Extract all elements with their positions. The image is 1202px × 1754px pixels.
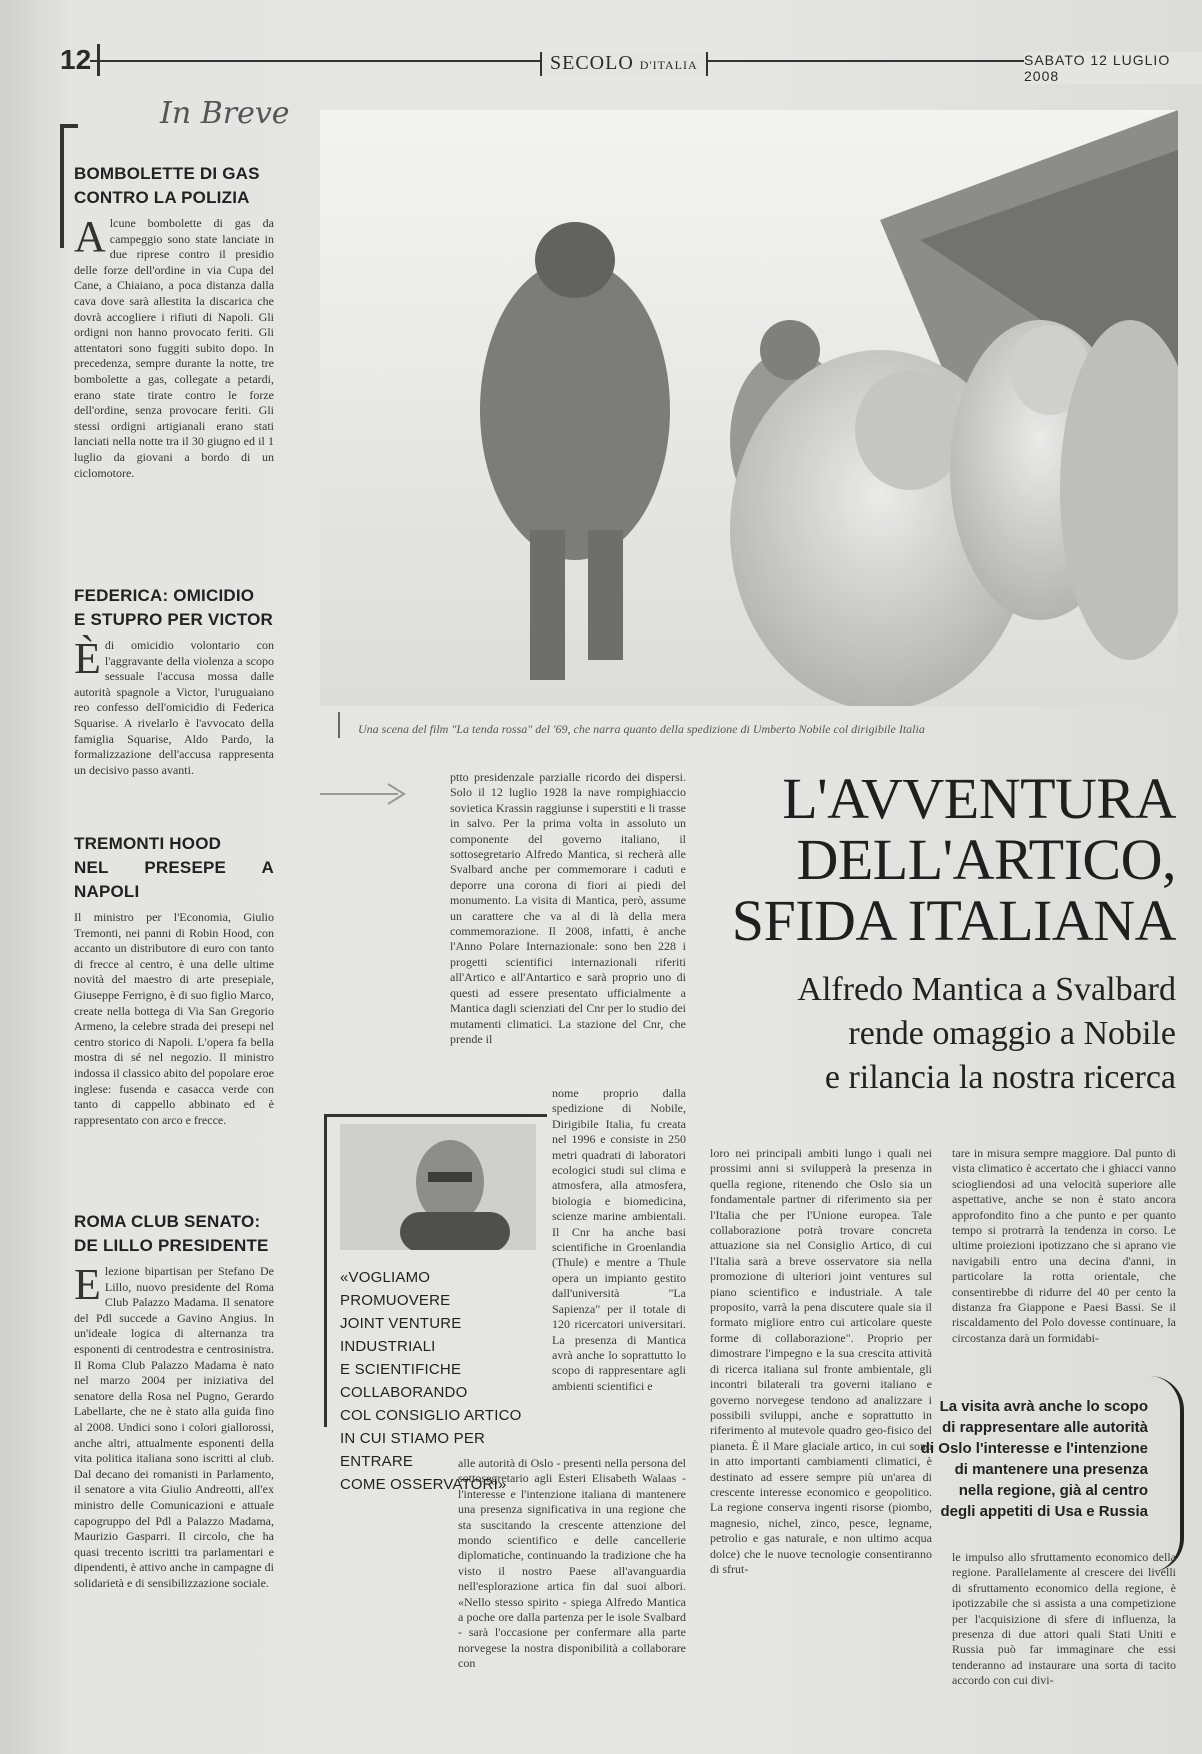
brief-text: lcune bombolette di gas da campeggio sono state lanciate in due riprese contro il presidio delle forze dell'ordine in via Cupa del Cane, a Chiaiano, a poca distanza dalla cava dove sarà allestita la discarica che dovrà accogliere i rifiuti di Napoli. Gli ordigni non hanno provocato feriti. Gli attentatori sono fuggiti subito dopo. In precedenza, sempre durante la notte, tre bombolette a gas, collegate a petardi, erano state tirate contro le forze dell'ordine, senza provocare feriti. Gli stessi ordigni artigianali erano stati lanciati nella notte tra il 30 giugno ed il 1 luglio da giovani a bordo di un ciclomotore. bbox=[74, 216, 274, 480]
headline-line: L'AVVENTURA bbox=[782, 766, 1176, 831]
issue-date: SABATO 12 LUGLIO 2008 bbox=[1024, 52, 1202, 84]
brief-title-line: NEL PRESEPE A NAPOLI bbox=[74, 858, 274, 901]
drop-cap: A bbox=[74, 212, 106, 261]
brief-title bbox=[74, 832, 274, 904]
article-photo bbox=[320, 110, 1178, 706]
brief-item-roma-club bbox=[74, 1210, 274, 1591]
brief-title bbox=[74, 1210, 274, 1258]
article-column-b: loro nei principali ambiti lungo i quali nei prossimi anni si svilupperà la presenza in quella regione, ritenendo che Oslo sia un fondamentale partner di riferimento sia per l'Italia che per l'Unione europea. Tale collaborazione potrà trovare concreta attuazione sia nel Consiglio Artico, di cui l'Italia sarà a breve osservatore sia nella promozione di ulteriori joint ventures sul piano scientifico e industriale. A tale proposito, varrà la pena discutere quale sia il formato migliore entro cui articolare queste forme di collaborazione". Proprio per dimostrare l'impegno e la sua crescita attività di ricerca italiana sul fronte ambientale, gli incontri bilaterali tra governi italiano e governo norvegese tendono ad analizzare i possibili sviluppi, anche e soprattutto in riferimento al mutevole quadro geo-fisico del pianeta. È il Mare glaciale artico, in cui sono in atto importanti cambiamenti climatici, è destinato ad essere sempre più un'area di crescente interesse economico e geopolitico. La regione conserva ingenti risorse (piombo, magnesio, nichel, zinco, pesce, legname, petrolio e gas naturale, e non ultimo acqua dolce) che le nuove tecnologie consentiranno di sfrut- bbox=[710, 1146, 932, 1576]
pull-line: di mantenere una presenza bbox=[954, 1461, 1148, 1478]
article-headline bbox=[690, 768, 1176, 951]
article-column-a-top: ptto presidenzale parzialle ricordo dei dispersi. Solo il 12 luglio 1928 la nave rompighiaccio sovietica Krassin raggiunse i superstiti e li trasse in salvo. Per la prima volta in assoluto un componente del governo italiano, il sottosegretario Alfredo Mantica, si recherà alle Svalbard anche per commemorare i caduti e deporre una corona di fiori ai piedi del monumento. La visita di Mantica, però, assume un carattere che va al di là della mera commemorazione. Il 2008, infatti, è anche l'Anno Polare Internazionale: sono ben 228 i progetti scientifici internazionali riferiti all'Artico e all'Antartico e sarà proprio uno di questi ad essere presentato ufficialmente a Mantica dagli scienziati del Cnr per lo studio dei mutamenti climatici. La stazione del Cnr, che prende il bbox=[450, 770, 686, 1046]
headline-line: DELL'ARTICO, bbox=[796, 827, 1176, 892]
brief-item-tremonti bbox=[74, 832, 274, 1128]
brief-text: lezione bipartisan per Stefano De Lillo, nuovo presidente del Roma Club Palazzo Madama. Il senatore del Pdl succede a Gavino Angius. In un'ideale logica di alternanza tra esponenti di centrodestra e centrosinistra. Il Roma Club Palazzo Madama è nato nel marzo 2004 per iniziativa del senatore della Rosa nel Pugno, Gerardo Labellarte, che ne è stato alla guida fino al 2008. Undici sono i colori giallorossi, anche altri, attualmente esponenti della vita politica italiana sono iscritti al club. Dal decano dei romanisti in Parlamento, il senatore a vita Giulio Andreotti, all'ex ministro delle Comunicazioni e attuale capogruppo del Pdl a Palazzo Madama, Maurizio Gasparri. Il circolo, che ha quasi trecento iscritti tra parlamentari e dipendenti, è attivo anche in campagne di solidarietà e di sensibilizzazione sociale. bbox=[74, 1264, 274, 1590]
pull-quote bbox=[340, 1266, 536, 1496]
quote-line: «VOGLIAMO PROMUOVERE bbox=[340, 1269, 451, 1309]
brief-body bbox=[74, 212, 274, 481]
article-column-a-bottom: alle autorità di Oslo - presenti nella persona del sottosegretario agli Esteri Elisabeth Walaas - l'interesse e l'intenzione italiana di mantenere una presenza significativa in una regione che sta suscitando la crescente attenzione del mondo scientifico e delle cancellerie diplomatiche, continuando la tradizione che ha visto il nostro Paese all'avanguardia nell'esplorazione artica fin dal suoi albori. «Nello stesso spirito - spiega Alfredo Mantica a poche ore dalla partenza per le isole Svalbard - sarà l'occasione per confermare alla parte norvegese la nostra disponibilità a collaborare con bbox=[458, 1456, 686, 1671]
quote-line: COL CONSIGLIO ARTICO bbox=[340, 1407, 522, 1424]
brief-body bbox=[74, 910, 274, 1128]
quote-line: E SCIENTIFICHE COLLABORANDO bbox=[340, 1361, 468, 1401]
brief-title-line: E STUPRO PER VICTOR bbox=[74, 610, 274, 629]
brief-title-line: ROMA CLUB SENATO: bbox=[74, 1212, 261, 1231]
quote-line: IN CUI STIAMO PER ENTRARE bbox=[340, 1430, 486, 1470]
brief-item-federica bbox=[74, 584, 274, 778]
pull-line: di Oslo l'interesse e l'intenzione bbox=[920, 1440, 1148, 1457]
brief-title-line: DE LILLO PRESIDENTE bbox=[74, 1236, 269, 1255]
photo-illustration bbox=[320, 110, 1178, 706]
brief-body bbox=[74, 634, 274, 778]
brief-title bbox=[74, 584, 274, 632]
portrait-photo bbox=[340, 1124, 536, 1250]
brief-title-line: CONTRO LA POLIZIA bbox=[74, 188, 250, 207]
brief-title-line: TREMONTI HOOD bbox=[74, 834, 222, 853]
subheadline-line: rende omaggio a Nobile bbox=[848, 1015, 1176, 1052]
paper-name-main: SECOLO bbox=[550, 52, 634, 74]
drop-cap: È bbox=[74, 634, 101, 683]
brief-text: Il ministro per l'Economia, Giulio Tremonti, nei panni di Robin Hood, con accanto un distributore di euro con tanto di frecce al centro, è una delle ultime novità del maestro di arte presepiale, Giuseppe Ferrigno, è di suo figlio Marco, create nella bottega di Via San Gregorio Armeno, la celebre strada dei presepi nel centro storico di Napoli. L'opera fa bella mostra di sé nel negozio. Il ministro indossa il classico abito del popolare eroe inglese: fusenda e casacca verde con tanto di cappello abbinato ed è rappresentato con arco e frecce. bbox=[74, 910, 274, 1127]
pull-line: di rappresentare alle autorità bbox=[942, 1419, 1148, 1436]
brief-title-line: FEDERICA: OMICIDIO bbox=[74, 586, 255, 605]
page-number: 12 bbox=[60, 44, 100, 76]
brief-item-bombolette bbox=[74, 162, 274, 481]
caption-rule bbox=[338, 712, 340, 738]
subheadline-line: e rilancia la nostra ricerca bbox=[824, 1059, 1176, 1096]
headline-line: SFIDA ITALIANA bbox=[731, 888, 1176, 953]
brief-title-line: BOMBOLETTE DI GAS bbox=[74, 164, 260, 183]
brief-text: di omicidio volontario con l'aggravante della violenza a scopo sessuale l'accusa mossa dalle autorità spagnole a Victor, l'uruguaiano reo confesso dell'omicidio di Federica Squarise. A rivelarlo è l'avvocato della famiglia Squarise, Aldo Pardo, la formalizzazione dell'accusa rappresenta un decisivo passo avanti. bbox=[74, 638, 274, 777]
article-column-a-narrow: nome proprio dalla spedizione di Nobile, Dirigibile Italia, fu creata nel 1996 e consiste in 250 metri quadrati di laboratori ecologici studi sul clima e atmosfera, alla atmosfera, biologia e biomedicina, scienze marine ambientali. Il Cnr ha anche basi scientifiche in Groenlandia (Thule) e mentre a Thule opera un impianto gestito dall'università "La Sapienza" per il totale di 120 ricercatori universitari. La presenza di Mantica avrà anche lo soprattutto lo scopo di rappresentare agli ambienti scientifici e bbox=[552, 1086, 686, 1393]
brief-title bbox=[74, 162, 274, 210]
pull-box-paren bbox=[1150, 1376, 1184, 1572]
arrow-icon bbox=[318, 780, 414, 813]
article-subheadline bbox=[700, 968, 1176, 1100]
article-column-c-top: tare in misura sempre maggiore. Dal punto di vista climatico è accertato che i ghiacci vanno sciogliendosi ad una velocità superiore alle aspettative, anche se non è stato ancora approfondito fino a che punto e per quanto tempo si protrarrà la tendenza in corso. Le ultime proiezioni ipotizzano che si aprano vie navigabili entro una decina d'anni, in particolare la rotta orientale, che consentirebbe di ridurre del 40 per cento la distanza fra Giappone e Paesi Bassi. Se il riscaldamento del Polo dovesse continuare, la circostanza darà un formidabi- bbox=[952, 1146, 1176, 1345]
quote-line: JOINT VENTURE INDUSTRIALI bbox=[340, 1315, 462, 1355]
paper-name bbox=[540, 52, 708, 76]
pull-box bbox=[890, 1396, 1148, 1522]
pull-line: La visita avrà anche lo scopo bbox=[939, 1398, 1148, 1415]
subheadline-line: Alfredo Mantica a Svalbard bbox=[797, 971, 1176, 1008]
drop-cap: E bbox=[74, 1260, 101, 1309]
photo-caption: Una scena del film "La tenda rossa" del '69, che narra quanto della spedizione di Umberto Nobile col dirigibile Italia bbox=[358, 722, 925, 736]
section-label-in-breve: In Breve bbox=[160, 96, 290, 131]
pull-line: degli appetiti di Usa e Russia bbox=[940, 1503, 1148, 1520]
quote-line: COME OSSERVATORI» bbox=[340, 1476, 507, 1493]
pull-line: nella regione, già al centro bbox=[958, 1482, 1148, 1499]
article-column-c-bottom: le impulso allo sfruttamento economico della regione. Parallelamente al crescere dei livelli di sfruttamento economico della regione, è ipotizzabile che si assista a una competizione per l'acquisizione di sfere di influenza, la presenza di due attori quali Stati Uniti e Russia può far immaginare che essi tenderanno ad instaurare una sorta di tacito accordo con cui divi- bbox=[952, 1550, 1176, 1688]
brief-body bbox=[74, 1260, 274, 1591]
paper-name-suffix: D'ITALIA bbox=[639, 58, 698, 72]
portrait-illustration bbox=[340, 1124, 536, 1250]
arrow-shape bbox=[318, 780, 414, 810]
